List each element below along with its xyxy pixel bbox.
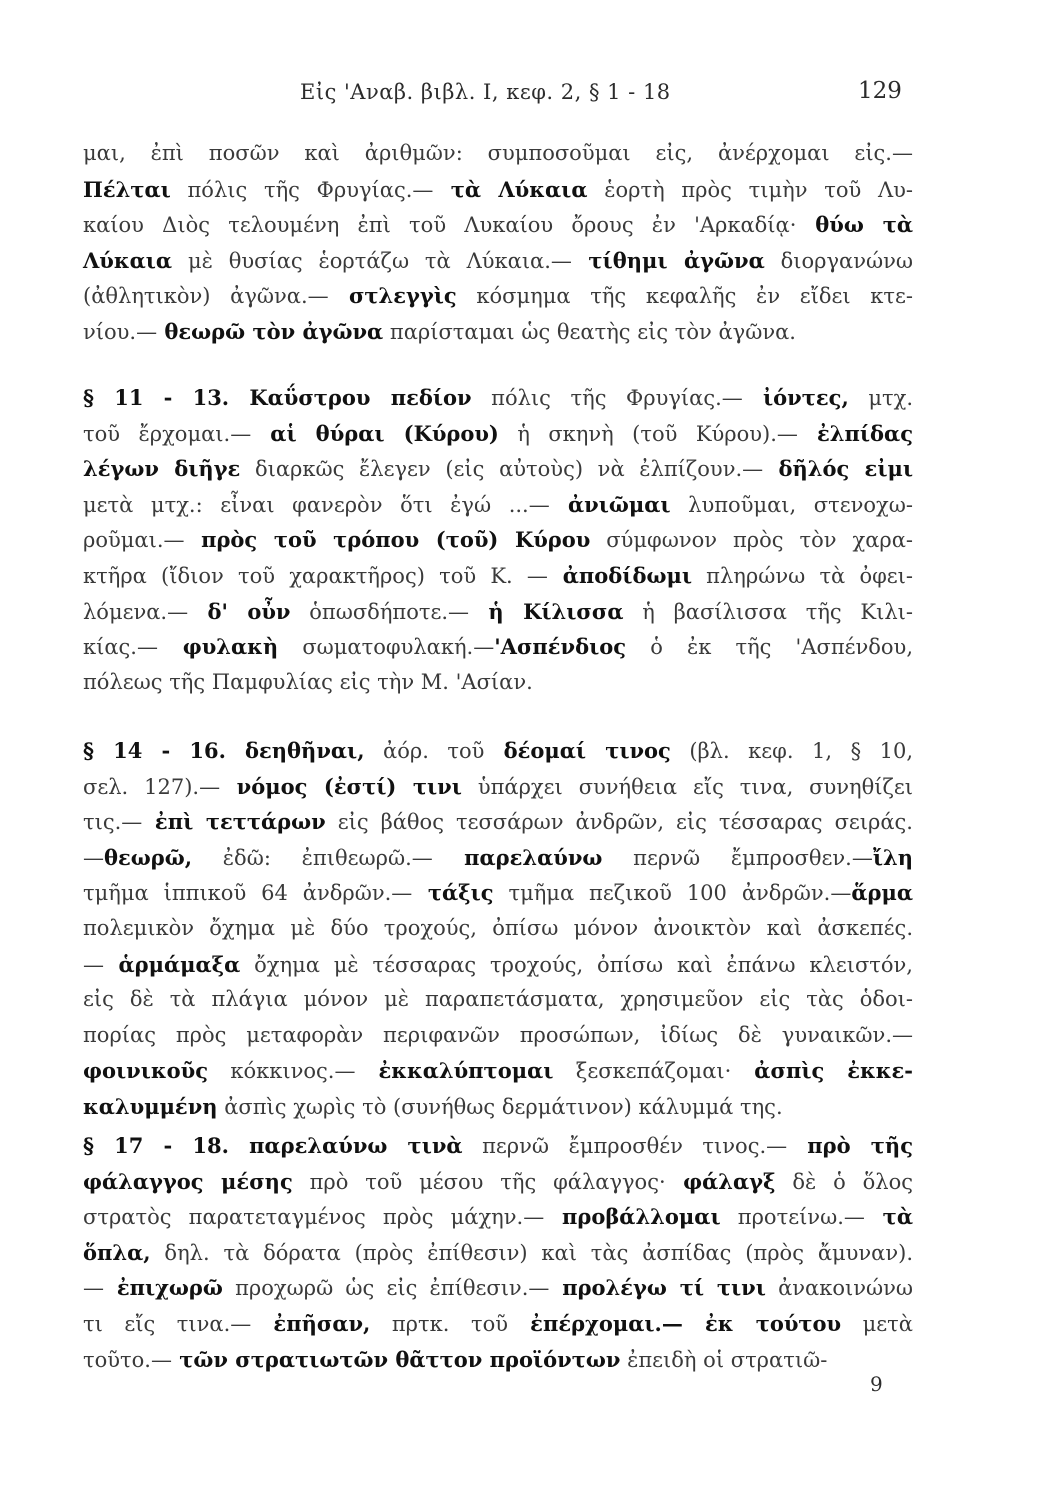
headword: προλέγω τί τινι xyxy=(549,1275,766,1301)
gloss-text: παρίσταμαι ὡς θεατὴς εἰς τὸν ἀγῶνα. xyxy=(383,319,796,344)
text-line xyxy=(83,558,913,594)
text-line xyxy=(83,1128,913,1164)
headword: τίθημι ἀγῶνα xyxy=(571,247,765,273)
gloss-text: ἡ σκηνὴ (τοῦ Κύρου).— xyxy=(498,421,798,446)
headword: θεωρῶ τὸν ἀγῶνα xyxy=(157,318,384,344)
headword: νόμος (ἐστί) τινι xyxy=(220,773,462,799)
text-line xyxy=(83,733,913,769)
gloss-text: — xyxy=(83,845,104,870)
gloss-text: νίου.— xyxy=(83,319,158,344)
headword: προβάλλομαι xyxy=(544,1204,721,1230)
text-line xyxy=(83,1164,913,1200)
gloss-text: τμῆμα πεζικοῦ 100 ἀνδρῶν.— xyxy=(493,881,852,906)
headword: ἐλπίδας xyxy=(797,420,913,446)
gloss-text: λυποῦμαι, στενοχω- xyxy=(670,492,913,517)
gloss-text: ἐπειδὴ οἱ στρατιῶ- xyxy=(620,1347,828,1372)
headword: καλυμμένη xyxy=(83,1093,218,1119)
gloss-text: μαι, ἐπὶ ποσῶν καὶ ἀριθμῶν: συμποσοῦμαι εἰς, ἀνέρχομαι εἰς.— xyxy=(83,141,913,165)
gloss-text: περνῶ ἔμπροσθέν τινος.— xyxy=(462,1134,788,1158)
headword: στλεγγὶς xyxy=(328,283,457,309)
gloss-text: πόλις τῆς Φρυγίας.— xyxy=(471,386,743,410)
gloss-text: σωματοφυλακή.— xyxy=(278,635,495,660)
text-line xyxy=(83,380,913,416)
paragraph-section-14-16 xyxy=(83,733,913,1125)
gloss-text: πόλις τῆς Φρυγίας.— xyxy=(170,177,434,202)
gloss-text: κτῆρα (ἴδιον τοῦ χαρακτῆρος) τοῦ Κ. — xyxy=(83,563,548,588)
gloss-text: κόσμημα τῆς κεφαλῆς ἐν εἴδει κτε- xyxy=(456,284,914,309)
headword: ἀνιῶμαι xyxy=(549,491,671,517)
text-line xyxy=(83,136,913,172)
gloss-text: πρτκ. τοῦ xyxy=(370,1311,509,1336)
headword: φοινικοῦς xyxy=(83,1058,209,1084)
headword: ἐκ τούτου xyxy=(682,1310,842,1336)
gloss-text: τοῦ ἔρχομαι.— xyxy=(83,421,252,446)
gloss-text: πρὸ τοῦ μέσου τῆς φάλαγγος· xyxy=(292,1169,666,1194)
headword: παρελαύνω xyxy=(432,844,603,870)
gloss-text: (βλ. κεφ. 1, § 10, xyxy=(670,739,913,763)
headword: ἅρμα xyxy=(851,880,913,906)
text-line xyxy=(83,1342,913,1378)
headword: λέγων διῆγε xyxy=(83,456,241,482)
text-line xyxy=(83,947,913,983)
gloss-text: κόκκινος.— xyxy=(208,1059,356,1084)
gloss-text: ἀόρ. τοῦ xyxy=(364,739,485,763)
text-line xyxy=(83,840,913,876)
headword: τάξις xyxy=(412,880,494,906)
headword: φυλακὴ xyxy=(157,634,279,660)
running-header: Εἰς 'Αναβ. βιβλ. Ι, κεφ. 2, § 1 - 18 xyxy=(300,80,671,104)
headword: ἐπὶ τεττάρων xyxy=(142,809,326,835)
gloss-text: καίου Διὸς τελουμένη ἐπὶ τοῦ Λυκαίου ὄρους ἐν 'Αρκαδίᾳ· xyxy=(83,213,797,238)
gloss-text: (ἀθλητικὸν) ἀγῶνα.— xyxy=(83,284,329,309)
headword: Πέλται xyxy=(83,176,171,202)
headword: ἁρμάμαξα xyxy=(104,951,241,977)
headword: ἐκκαλύπτομαι xyxy=(355,1058,554,1084)
text-line xyxy=(83,243,913,279)
gloss-text: προχωρῶ ὡς εἰς ἐπίθεσιν.— xyxy=(222,1276,550,1301)
headword: δ' οὖν xyxy=(188,598,291,624)
text-line xyxy=(83,487,913,523)
text-line xyxy=(83,416,913,452)
text-line xyxy=(83,522,913,558)
headword: φάλαγγος μέσης xyxy=(83,1168,293,1194)
paragraph-intro xyxy=(83,136,913,350)
text-line xyxy=(83,665,913,701)
text-line xyxy=(83,629,913,665)
gloss-text: ἀσπὶς χωρὶς τὸ (συνήθως δερμάτινον) κάλυμμά της. xyxy=(217,1094,783,1119)
gloss-text: τμῆμα ἱππικοῦ 64 ἀνδρῶν.— xyxy=(83,881,413,906)
gloss-text: — xyxy=(83,1276,104,1301)
gloss-text: πολεμικὸν ὄχημα μὲ δύο τροχούς, ὀπίσω μόνον ἀνοικτὸν καὶ ἀσκεπές. xyxy=(83,915,913,940)
headword: τὰ xyxy=(864,1204,913,1230)
text-line xyxy=(83,769,913,805)
headword: § 17 - 18. παρελαύνω τινὰ xyxy=(83,1133,463,1158)
headword: ἡ Κίλισσα xyxy=(469,598,624,624)
gloss-text: — xyxy=(83,952,104,977)
gloss-text: περνῶ ἔμπροσθεν.— xyxy=(602,845,873,870)
headword: 'Ασπένδιος xyxy=(494,634,627,660)
gloss-text: μετὰ μτχ.: εἶναι φανερὸν ὅτι ἐγώ ...— xyxy=(83,492,550,517)
text-line xyxy=(83,314,913,350)
gloss-text: διοργανώνω xyxy=(764,248,913,273)
gloss-text: διαρκῶς ἔλεγεν (εἰς αὐτοὺς) νὰ ἐλπίζουν.— xyxy=(240,457,764,482)
headword: αἱ θύραι (Κύρου) xyxy=(251,420,499,446)
text-line xyxy=(83,1270,913,1306)
gloss-text: εἰς βάθος τεσσάρων ἀνδρῶν, εἰς τέσσαρας σειράς. xyxy=(325,810,913,835)
text-line xyxy=(83,207,913,243)
gloss-text: ὁ ἐκ τῆς 'Ασπένδου, xyxy=(626,635,913,660)
text-line xyxy=(83,1235,913,1271)
gloss-text: εἰς δὲ τὰ πλάγια μόνον μὲ παραπετάσματα, χρησιμεῦον εἰς τὰς ὁδοι- xyxy=(83,987,913,1012)
headword: ἀσπὶς ἐκκε- xyxy=(731,1058,913,1084)
headword: § 11 - 13. Καΰστρου πεδίον xyxy=(83,385,472,410)
headword: πρὸ τῆς xyxy=(787,1133,913,1158)
text-line xyxy=(83,1199,913,1235)
text-line xyxy=(83,875,913,911)
gloss-text: ἀνακοινώνω xyxy=(765,1276,913,1301)
gloss-text: κίας.— xyxy=(83,635,158,660)
gloss-text: δηλ. τὰ δόρατα (πρὸς ἐπίθεσιν) καὶ τὰς ἀσπίδας (πρὸς ἄμυναν). xyxy=(150,1240,913,1265)
signature-mark: 9 xyxy=(870,1372,883,1396)
headword: τῶν στρατιωτῶν θᾶττον προϊόντων xyxy=(171,1346,621,1372)
gloss-text: σελ. 127).— xyxy=(83,774,221,799)
gloss-text: ἐδῶ: ἐπιθεωρῶ.— xyxy=(192,845,433,870)
gloss-text: τις.— xyxy=(83,810,143,835)
gloss-text: πορίας πρὸς μεταφορὰν περιφανῶν προσώπων, ἰδίως δὲ γυναικῶν.— xyxy=(83,1022,913,1047)
text-line xyxy=(83,1018,913,1054)
headword: θύω τὰ xyxy=(796,212,913,238)
headword: ἴλη xyxy=(872,844,913,870)
headword: Λύκαια xyxy=(83,247,173,273)
headword: τὰ Λύκαια xyxy=(433,176,588,202)
text-line xyxy=(83,172,913,208)
headword: ἰόντες, xyxy=(742,385,849,410)
gloss-text: λόμενα.— xyxy=(83,599,189,624)
gloss-text: μετὰ xyxy=(841,1311,913,1336)
paragraph-section-11-13 xyxy=(83,380,913,700)
text-line xyxy=(83,278,913,314)
headword: ἐπιχωρῶ xyxy=(104,1275,223,1301)
text-line xyxy=(83,1089,913,1125)
gloss-text: ὄχημα μὲ τέσσαρας τροχούς, ὀπίσω καὶ ἐπάνω κλειστόν, xyxy=(240,952,913,977)
paragraph-section-17-18 xyxy=(83,1128,913,1377)
headword: ἐπέρχομαι.— xyxy=(508,1310,683,1336)
headword: ἀποδίδωμι xyxy=(547,562,692,588)
gloss-text: μτχ. xyxy=(848,386,914,410)
text-line xyxy=(83,804,913,840)
gloss-text: προτείνω.— xyxy=(720,1205,865,1230)
gloss-text: στρατὸς παρατεταγμένος πρὸς μάχην.— xyxy=(83,1205,545,1230)
text-line xyxy=(83,594,913,630)
text-line xyxy=(83,1053,913,1089)
page-number: 129 xyxy=(858,78,902,104)
headword: ἐπῆσαν, xyxy=(251,1310,371,1336)
headword: θεωρῶ, xyxy=(104,844,193,870)
gloss-text: πληρώνω τὰ ὀφει- xyxy=(691,563,913,588)
headword: ὅπλα, xyxy=(83,1239,151,1265)
headword: φάλαγξ xyxy=(665,1168,776,1194)
gloss-text: τοῦτο.— xyxy=(83,1347,172,1372)
headword: δέομαί τινος xyxy=(484,738,671,763)
headword: δῆλός εἰμι xyxy=(763,456,914,482)
headword: πρὸς τοῦ τρόπου (τοῦ) Κύρου xyxy=(184,527,591,553)
gloss-text: πόλεως τῆς Παμφυλίας εἰς τὴν Μ. 'Ασίαν. xyxy=(83,669,533,694)
headword: § 14 - 16. δεηθῆναι, xyxy=(83,738,365,763)
gloss-text: τι εἴς τινα.— xyxy=(83,1311,252,1336)
text-line xyxy=(83,451,913,487)
gloss-text: ξεσκεπάζομαι· xyxy=(553,1059,732,1084)
gloss-text: σύμφωνον πρὸς τὸν χαρα- xyxy=(590,528,914,553)
text-line xyxy=(83,1306,913,1342)
gloss-text: ὁπωσδήποτε.— xyxy=(290,599,470,624)
gloss-text: ροῦμαι.— xyxy=(83,528,185,553)
gloss-text: ἑορτὴ πρὸς τιμὴν τοῦ Λυ- xyxy=(587,177,913,202)
text-line xyxy=(83,982,913,1018)
gloss-text: δὲ ὁ ὅλος xyxy=(775,1169,913,1194)
gloss-text: ὑπάρχει συνήθεια εἴς τινα, συνηθίζει xyxy=(461,774,913,799)
gloss-text: ἡ βασίλισσα τῆς Κιλι- xyxy=(623,599,913,624)
gloss-text: μὲ θυσίας ἑορτάζω τὰ Λύκαια.— xyxy=(172,248,572,273)
text-line xyxy=(83,911,913,947)
